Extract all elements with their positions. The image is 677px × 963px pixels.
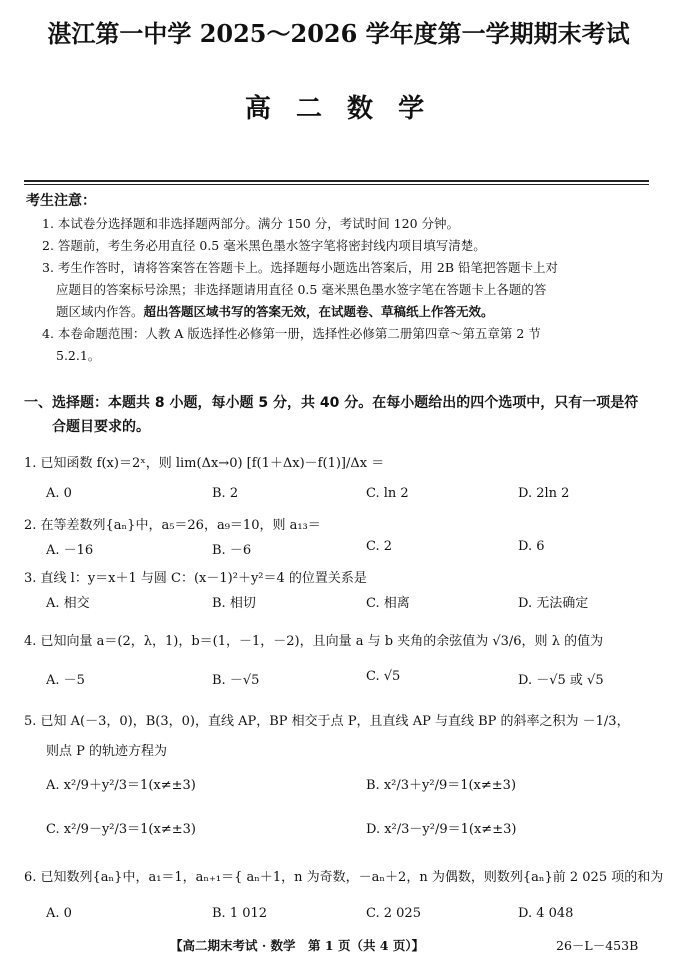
paper-code: 26－L－453B [556,938,639,953]
question-1-stem: 1. 已知函数 f(x)＝2ˣ，则 lim(Δx→0) [f(1＋Δx)－f(1)]/Δx ＝ [24,456,385,471]
notice-item: 4. 本卷命题范围：人教 A 版选择性必修第一册，选择性必修第二册第四章～第五章第 2 节 [42,326,541,341]
subject-title: 高 二 数 学 [244,94,433,124]
question-2-option-d: D. 6 [518,539,545,554]
notice-item: 1. 本试卷分选择题和非选择题两部分。满分 150 分，考试时间 120 分钟。 [42,216,460,231]
question-5-stem: 5. 已知 A(－3，0)，B(3，0)，直线 AP，BP 相交于点 P，且直线 AP 与直线 BP 的斜率之积为 －1/3， [24,714,630,729]
question-4-option-b: B. －√5 [212,673,260,688]
question-4-option-c: C. √5 [366,669,401,684]
question-3-option-d: D. 无法确定 [518,596,589,611]
question-5-option-d: D. x²/3－y²/9＝1(x≠±3) [366,822,517,837]
question-1-option-a: A. 0 [46,486,72,501]
question-1-option-c: C. ln 2 [366,486,409,501]
question-1-option-d: D. 2ln 2 [518,486,570,501]
question-6-option-a: A. 0 [46,906,72,921]
question-6-stem: 6. 已知数列{aₙ}中，a₁＝1，aₙ₊₁＝{ aₙ＋1，n 为奇数，－aₙ＋2，n 为偶数，则数列{aₙ}前 2 025 项的和为 [24,870,664,885]
question-6-option-c: C. 2 025 [366,906,421,921]
notice-item: 应题目的答案标号涂黑；非选择题请用直径 0.5 毫米黑色墨水签字笔在答题卡上各题的答 [56,282,547,297]
notice-item-emphasis: 超出答题区域书写的答案无效，在试题卷、草稿纸上作答无效。 [143,304,494,319]
question-5-option-a: A. x²/9＋y²/3＝1(x≠±3) [46,778,196,793]
header-divider-thick [24,180,649,182]
question-4-option-a: A. －5 [46,673,85,688]
section-heading-cont: 合题目要求的。 [52,419,150,435]
question-1-option-b: B. 2 [212,486,239,501]
question-2-option-a: A. －16 [46,543,94,558]
notice-item: 2. 答题前，考生务必用直径 0.5 毫米黑色墨水签字笔将密封线内项目填写清楚。 [42,238,486,253]
section-heading: 一、选择题：本题共 8 小题，每小题 5 分，共 40 分。在每小题给出的四个选项中，只有一项是符 [24,395,639,411]
question-3-option-c: C. 相离 [366,596,410,611]
question-3-option-b: B. 相切 [212,596,256,611]
question-2-stem: 2. 在等差数列{aₙ}中，a₅＝26，a₉＝10，则 a₁₃＝ [24,518,321,533]
question-4-stem: 4. 已知向量 a＝(2，λ，1)，b＝(1，－1，－2)，且向量 a 与 b 夹角的余弦值为 √3/6，则 λ 的值为 [24,634,604,649]
header-divider-thin [24,184,649,185]
notice-heading: 考生注意： [26,193,96,209]
question-5-option-b: B. x²/3＋y²/9＝1(x≠±3) [366,778,517,793]
notice-item-line [56,302,494,320]
question-2-option-c: C. 2 [366,539,393,554]
question-4-option-d: D. －√5 或 √5 [518,673,604,688]
question-5-option-c: C. x²/9－y²/3＝1(x≠±3) [46,822,196,837]
question-3-option-a: A. 相交 [46,596,90,611]
question-6-option-d: D. 4 048 [518,906,574,921]
question-3-stem: 3. 直线 l：y＝x＋1 与圆 C：(x－1)²＋y²＝4 的位置关系是 [24,571,367,586]
exam-title: 湛江第一中学 2025～2026 学年度第一学期期末考试 [47,19,630,48]
question-6-option-b: B. 1 012 [212,906,268,921]
notice-item: 5.2.1。 [56,348,101,363]
question-2-option-b: B. －6 [212,543,252,558]
question-5-stem-cont: 则点 P 的轨迹方程为 [46,744,168,759]
notice-item: 题区域内作答。 [56,304,144,319]
notice-item: 3. 考生作答时，请将答案答在答题卡上。选择题每小题选出答案后，用 2B 铅笔把答题卡上对 [42,260,558,275]
page-footer: 【高二期末考试 · 数学 第 1 页（共 4 页）】 [170,938,425,953]
